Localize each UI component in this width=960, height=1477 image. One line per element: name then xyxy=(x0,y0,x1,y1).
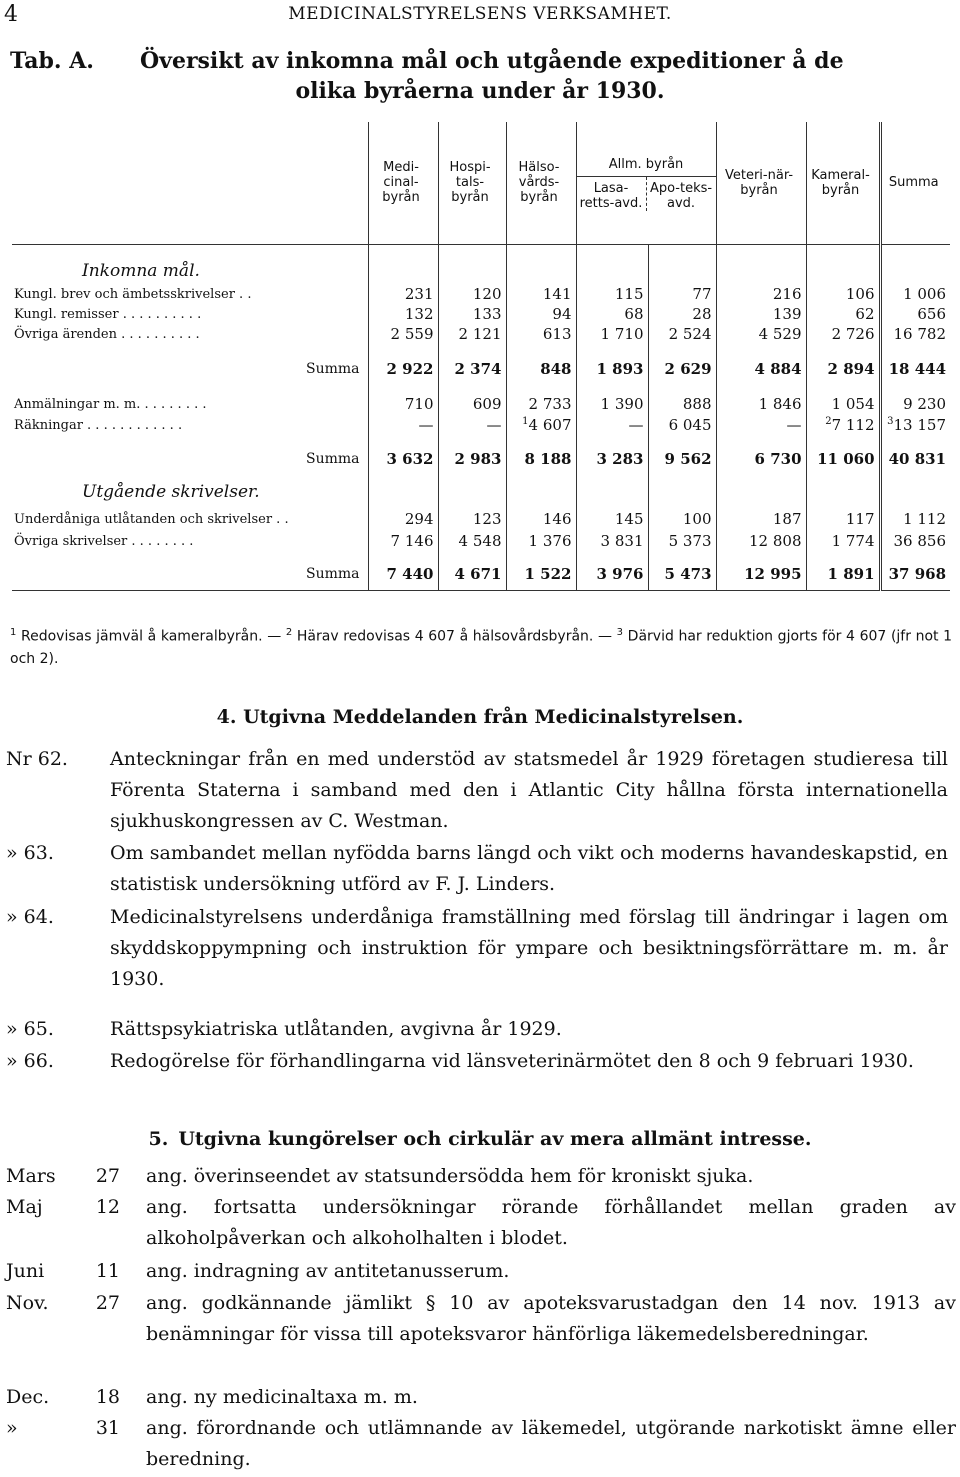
table-cell xyxy=(438,324,506,344)
entry-month: Juni xyxy=(6,1260,45,1282)
cell-value: 141 xyxy=(542,285,572,303)
cell-value: 187 xyxy=(772,510,802,528)
summary-row xyxy=(12,442,950,476)
cell-value: 1 390 xyxy=(600,395,644,413)
row-label: Övriga skrivelser . . . . . . . . xyxy=(14,533,194,549)
cell-value: 1 846 xyxy=(758,395,802,413)
entry-number: » 65. xyxy=(6,1018,54,1040)
section-heading-cell xyxy=(880,476,950,508)
table-cell xyxy=(438,304,506,324)
entry-text: Anteckningar från en med understöd av statsmedel år 1929 företagen studieresa till Förenta Staterna i samband med den i Atlantic City hållna första internationella sjukhuskongressen av C. Westman. xyxy=(110,748,948,832)
table-cell xyxy=(506,558,576,590)
cell-value: 16 782 xyxy=(893,325,947,343)
col-lasaretts: Lasa-retts-avd. xyxy=(579,180,643,211)
col-allm xyxy=(576,122,716,244)
cell-value: 2 374 xyxy=(454,360,502,378)
table-cell xyxy=(648,442,716,476)
cell-value: 4 884 xyxy=(754,360,802,378)
table-title-line-2: olika byråerna under år 1930. xyxy=(295,78,665,104)
table-body xyxy=(12,244,950,590)
table-cell xyxy=(806,304,880,324)
cell-value: 3 976 xyxy=(596,564,644,583)
entry-number: » 64. xyxy=(6,906,54,928)
entry-text: Redogörelse för förhandlingarna vid länsveterinärmötet den 8 och 9 februari 1930. xyxy=(110,1050,914,1072)
cell-value: 2 726 xyxy=(831,325,875,343)
cell-value: 12 995 xyxy=(744,564,802,583)
table-cell xyxy=(806,530,880,552)
entry-day: 31 xyxy=(95,1417,120,1439)
table-spacer-cell xyxy=(716,344,806,352)
cell-value: 8 188 xyxy=(524,450,572,468)
table-spacer-cell xyxy=(506,344,576,352)
col-halsovards: Hälso-vårds-byrån xyxy=(506,122,576,244)
table-cell xyxy=(806,558,880,590)
cell-value: 3 632 xyxy=(386,450,434,468)
table-spacer-cell xyxy=(648,344,716,352)
cell-value: 145 xyxy=(614,510,644,528)
table-spacer-cell xyxy=(576,244,648,258)
table-row xyxy=(12,508,950,530)
header-blank xyxy=(12,122,368,244)
cell-value: 1 891 xyxy=(827,564,875,583)
cell-value: 1 006 xyxy=(903,285,947,303)
table-row xyxy=(12,304,950,324)
cell-value: 613 xyxy=(542,325,572,343)
table-cell xyxy=(806,442,880,476)
entry-month: Nov. xyxy=(6,1292,49,1314)
table-cell xyxy=(368,352,438,386)
cell-value: 7 440 xyxy=(386,564,434,583)
table-cell xyxy=(576,352,648,386)
footnote-1-mark: 1 xyxy=(10,627,17,638)
footnote-1-text: Redovisas jämväl å kameralbyrån. — xyxy=(21,628,282,645)
cell-value: 117 xyxy=(845,510,875,528)
entry-text: ang. överinseendet av statsundersödda hem för kroniskt sjuka. xyxy=(146,1165,754,1187)
table-spacer xyxy=(12,386,950,394)
entry-day: 11 xyxy=(95,1260,120,1282)
table-cell xyxy=(648,284,716,304)
cell-value: 18 444 xyxy=(888,360,947,378)
cell-value: 216 xyxy=(772,285,802,303)
table-cell xyxy=(880,530,950,552)
table-cell xyxy=(880,352,950,386)
cell-value: 888 xyxy=(682,395,712,413)
cell-value: — xyxy=(786,416,802,434)
row-label: Övriga ärenden . . . . . . . . . . xyxy=(14,326,200,342)
footnote-ref: 2 xyxy=(825,416,832,427)
cell-value: 37 968 xyxy=(888,564,947,583)
table-spacer-cell xyxy=(576,344,648,352)
section-heading-cell xyxy=(806,258,880,284)
table-spacer-cell xyxy=(648,386,716,394)
table-spacer-cell xyxy=(648,244,716,258)
table-cell xyxy=(576,324,648,344)
cell-value: 1 054 xyxy=(831,395,875,413)
section-heading-cell xyxy=(506,476,576,508)
table-cell xyxy=(506,394,576,414)
section-heading-cell xyxy=(716,258,806,284)
section-heading-cell xyxy=(368,476,438,508)
table-row xyxy=(12,530,950,552)
section-heading-cell xyxy=(880,258,950,284)
row-label: Underdåniga utlåtanden och skrivelser . . xyxy=(14,511,289,527)
col-kameral: Kameral-byrån xyxy=(806,122,880,244)
cell-value: 100 xyxy=(682,510,712,528)
table-cell xyxy=(438,442,506,476)
col-hospitals: Hospi-tals-byrån xyxy=(438,122,506,244)
table-cell xyxy=(438,508,506,530)
col-apoteks: Apo-teks-avd. xyxy=(646,177,716,211)
table-spacer-cell xyxy=(806,344,880,352)
cell-value: 4 607 xyxy=(528,416,572,434)
section-heading-cell xyxy=(438,476,506,508)
entry-day: 27 xyxy=(95,1165,120,1187)
table-spacer-cell xyxy=(368,344,438,352)
row-label: Summa xyxy=(305,361,360,377)
cell-value: 77 xyxy=(692,285,712,303)
table-row xyxy=(12,414,950,436)
cell-value: 4 671 xyxy=(454,564,502,583)
col-medicinal: Medi-cinal-byrån xyxy=(368,122,438,244)
table-cell xyxy=(880,414,950,436)
table-cell xyxy=(576,284,648,304)
table-cell xyxy=(716,508,806,530)
table-cell xyxy=(368,442,438,476)
cell-value: 28 xyxy=(692,305,712,323)
cell-value: 2 629 xyxy=(664,360,712,378)
cell-value: 12 808 xyxy=(749,532,802,550)
cell-value: 40 831 xyxy=(888,450,947,468)
running-title: MEDICINALSTYRELSENS VERKSAMHET. xyxy=(288,4,672,24)
cell-value: 710 xyxy=(404,395,434,413)
entry-month: Dec. xyxy=(6,1386,50,1408)
table-spacer-cell xyxy=(12,244,368,258)
entry-text: ang. godkännande jämlikt § 10 av apoteksvarustadgan den 14 nov. 1913 av benämningar för vissa till apoteksvaror hänförliga läkemedelsberedningar. xyxy=(146,1292,956,1345)
section-heading-cell xyxy=(806,476,880,508)
table-cell xyxy=(438,284,506,304)
table-cell xyxy=(648,304,716,324)
cell-value: 231 xyxy=(404,285,434,303)
row-label: Kungl. remisser . . . . . . . . . . xyxy=(14,306,202,322)
table-cell xyxy=(880,304,950,324)
table-cell xyxy=(506,530,576,552)
cell-value: — xyxy=(628,416,644,434)
cell-value: 609 xyxy=(472,395,502,413)
table-cell xyxy=(880,324,950,344)
table-cell xyxy=(648,324,716,344)
table-cell xyxy=(368,558,438,590)
table-cell xyxy=(648,414,716,436)
summary-row xyxy=(12,558,950,590)
entry-number: » 66. xyxy=(6,1050,54,1072)
table-spacer-cell xyxy=(368,386,438,394)
cell-value: 94 xyxy=(552,305,572,323)
cell-value: 848 xyxy=(540,360,572,378)
table-spacer-cell xyxy=(506,244,576,258)
cell-value: 6 730 xyxy=(754,450,802,468)
cell-value: 2 894 xyxy=(827,360,875,378)
table-spacer xyxy=(12,244,950,258)
table-spacer-cell xyxy=(12,344,368,352)
table-cell xyxy=(368,530,438,552)
table-cell xyxy=(576,530,648,552)
table-spacer-cell xyxy=(716,244,806,258)
footnote-3-mark: 3 xyxy=(616,627,624,638)
entry-number: » 63. xyxy=(6,842,54,864)
cell-value: 3 831 xyxy=(600,532,644,550)
table-cell xyxy=(576,508,648,530)
table-cell xyxy=(716,284,806,304)
table-title-line-1: Översikt av inkomna mål och utgående expeditioner å de xyxy=(140,48,844,74)
table-spacer-cell xyxy=(880,244,950,258)
row-label: Kungl. brev och ämbetsskrivelser . . xyxy=(14,286,252,302)
cell-value: 9 562 xyxy=(664,450,712,468)
table-cell xyxy=(880,558,950,590)
footnote-2-text: Härav redovisas 4 607 å hälsovårdsbyrån. — xyxy=(296,628,613,645)
col-allm-label: Allm. byrån xyxy=(577,155,716,177)
section-heading-cell xyxy=(648,476,716,508)
table-cell xyxy=(648,558,716,590)
entry-text: ang. fortsatta undersökningar rörande förhållandet mellan graden av alkoholpåverkan och alkoholhalten i blodet. xyxy=(146,1196,956,1249)
table-cell xyxy=(368,508,438,530)
table-cell xyxy=(806,508,880,530)
entry-day: 12 xyxy=(95,1196,120,1218)
table-cell xyxy=(506,414,576,436)
row-label: Summa xyxy=(305,451,360,467)
table-spacer-cell xyxy=(438,244,506,258)
section-heading-cell xyxy=(576,258,648,284)
page-number: 4 xyxy=(4,2,18,27)
entry-number: Nr 62. xyxy=(6,748,68,770)
cell-value: 62 xyxy=(855,305,875,323)
entry-day: 27 xyxy=(95,1292,120,1314)
cell-value: — xyxy=(486,416,502,434)
table-cell xyxy=(880,508,950,530)
cell-value: 2 922 xyxy=(386,360,434,378)
cell-value: 68 xyxy=(624,305,644,323)
table-cell xyxy=(368,284,438,304)
section-heading-row xyxy=(12,258,950,284)
statistics-table xyxy=(12,122,950,591)
table-cell xyxy=(716,324,806,344)
cell-value: 1 893 xyxy=(596,360,644,378)
table-cell xyxy=(506,442,576,476)
page-header xyxy=(0,0,960,30)
table-cell xyxy=(716,442,806,476)
cell-value: 123 xyxy=(472,510,502,528)
table-cell xyxy=(648,394,716,414)
cell-value: 146 xyxy=(542,510,572,528)
table-cell xyxy=(806,394,880,414)
table-spacer-cell xyxy=(438,386,506,394)
table-spacer-cell xyxy=(506,386,576,394)
section-heading-cell xyxy=(368,258,438,284)
table-spacer-cell xyxy=(806,244,880,258)
table-header-row xyxy=(12,122,950,244)
table-cell xyxy=(506,508,576,530)
summary-row xyxy=(12,352,950,386)
cell-value: — xyxy=(418,416,434,434)
table-cell xyxy=(648,530,716,552)
table-cell xyxy=(506,304,576,324)
table-cell xyxy=(880,394,950,414)
entry-month: Mars xyxy=(6,1165,56,1187)
col-veterinar: Veteri-när-byrån xyxy=(716,122,806,244)
entry-text: ang. indragning av antitetanusserum. xyxy=(146,1260,510,1282)
cell-value: 5 373 xyxy=(668,532,712,550)
section-heading: Inkomna mål. xyxy=(82,261,200,281)
cell-value: 4 529 xyxy=(758,325,802,343)
cell-value: 133 xyxy=(472,305,502,323)
cell-value: 2 559 xyxy=(390,325,434,343)
entry-text: Om sambandet mellan nyfödda barns längd och vikt och moderns havandeskapstid, en statistisk undersökning utförd av F. J. Linders. xyxy=(110,842,948,895)
cell-value: 120 xyxy=(472,285,502,303)
row-label: Summa xyxy=(305,565,360,582)
table-cell xyxy=(806,284,880,304)
section-5-heading: Utgivna kungörelser och cirkulär av mera allmänt intresse. xyxy=(178,1128,812,1150)
table-cell xyxy=(438,530,506,552)
entry-month: Maj xyxy=(6,1196,43,1218)
table-label: Tab. A. xyxy=(10,48,94,74)
table-cell xyxy=(716,530,806,552)
table-cell xyxy=(716,558,806,590)
entry-text: ang. ny medicinaltaxa m. m. xyxy=(146,1386,418,1408)
table-spacer-cell xyxy=(368,244,438,258)
footnote-ref: 1 xyxy=(522,416,529,427)
cell-value: 1 710 xyxy=(600,325,644,343)
table-footnote xyxy=(10,622,952,670)
table-cell xyxy=(368,394,438,414)
footnote-2-mark: 2 xyxy=(285,627,293,638)
section-heading-row xyxy=(12,476,950,508)
table-cell xyxy=(806,324,880,344)
entry-text: Medicinalstyrelsens underdåniga framställning med förslag till ändringar i lagen om skyddskoppympning och instruktion för ympare och besiktningsförrättare m. m. år 1930. xyxy=(110,906,948,990)
table-cell xyxy=(438,394,506,414)
table-spacer-cell xyxy=(880,386,950,394)
table-cell xyxy=(438,414,506,436)
cell-value: 6 045 xyxy=(668,416,712,434)
row-label: Räkningar . . . . . . . . . . . . xyxy=(14,417,183,433)
section-heading: Utgående skrivelser. xyxy=(82,482,260,502)
section-heading-cell xyxy=(576,476,648,508)
table-cell xyxy=(880,442,950,476)
cell-value: 1 522 xyxy=(524,564,572,583)
section-heading-cell xyxy=(648,258,716,284)
table-cell xyxy=(648,508,716,530)
cell-value: 115 xyxy=(614,285,644,303)
cell-value: 2 733 xyxy=(528,395,572,413)
entry-text: Rättspsykiatriska utlåtanden, avgivna år 1929. xyxy=(110,1018,562,1040)
cell-value: 9 230 xyxy=(903,395,947,413)
table-cell xyxy=(716,414,806,436)
table-cell xyxy=(880,284,950,304)
section-heading-cell xyxy=(438,258,506,284)
row-label: Anmälningar m. m. . . . . . . . . xyxy=(14,396,207,412)
cell-value: 139 xyxy=(772,305,802,323)
table-cell xyxy=(368,414,438,436)
table-spacer-cell xyxy=(806,386,880,394)
table-spacer-cell xyxy=(716,386,806,394)
section-heading-cell xyxy=(506,258,576,284)
table-cell xyxy=(806,414,880,436)
cell-value: 4 548 xyxy=(458,532,502,550)
table-cell xyxy=(576,442,648,476)
table-cell xyxy=(576,558,648,590)
table-cell xyxy=(506,324,576,344)
section-4-title: 4. Utgivna Meddelanden från Medicinalstyrelsen. xyxy=(216,706,744,728)
cell-value: 132 xyxy=(404,305,434,323)
table-cell xyxy=(368,304,438,324)
table-spacer-cell xyxy=(576,386,648,394)
table-spacer xyxy=(12,344,950,352)
section-heading-cell xyxy=(716,476,806,508)
entry-day: 18 xyxy=(95,1386,120,1408)
table-spacer-cell xyxy=(438,344,506,352)
cell-value: 2 121 xyxy=(458,325,502,343)
table-cell xyxy=(806,352,880,386)
table-cell xyxy=(368,324,438,344)
cell-value: 2 524 xyxy=(668,325,712,343)
cell-value: 1 376 xyxy=(528,532,572,550)
cell-value: 2 983 xyxy=(454,450,502,468)
cell-value: 36 856 xyxy=(893,532,947,550)
section-5-number: 5. xyxy=(148,1128,169,1150)
cell-value: 1 112 xyxy=(903,510,947,528)
cell-value: 7 112 xyxy=(831,416,875,434)
cell-value: 7 146 xyxy=(390,532,434,550)
entry-text: ang. förordnande och utlämnande av läkemedel, utgörande narkotiskt ämne eller beredning. xyxy=(146,1417,956,1470)
table-row xyxy=(12,324,950,344)
table-cell xyxy=(716,394,806,414)
cell-value: 656 xyxy=(917,305,947,323)
col-summa: Summa xyxy=(880,122,950,244)
cell-value: 294 xyxy=(404,510,434,528)
cell-value: 106 xyxy=(845,285,875,303)
section-5-title xyxy=(0,1128,960,1150)
cell-value: 5 473 xyxy=(664,564,712,583)
table-cell xyxy=(506,352,576,386)
table-row xyxy=(12,394,950,414)
table-cell xyxy=(438,352,506,386)
cell-value: 13 157 xyxy=(893,416,947,434)
cell-value: 3 283 xyxy=(596,450,644,468)
table-cell xyxy=(716,352,806,386)
table-cell xyxy=(438,558,506,590)
cell-value: 1 774 xyxy=(831,532,875,550)
table-spacer-cell xyxy=(12,386,368,394)
footnote-ref: 3 xyxy=(887,416,894,427)
table-cell xyxy=(576,414,648,436)
table-cell xyxy=(576,304,648,324)
table-cell xyxy=(648,352,716,386)
table-cell xyxy=(506,284,576,304)
table-spacer-cell xyxy=(880,344,950,352)
table-row xyxy=(12,284,950,304)
footnote-3-text: Därvid har reduktion gjorts för 4 607 (jfr not 1 och 2). xyxy=(10,628,953,667)
cell-value: 11 060 xyxy=(817,450,875,468)
table-cell xyxy=(716,304,806,324)
table-cell xyxy=(576,394,648,414)
entry-month: » xyxy=(6,1417,18,1439)
